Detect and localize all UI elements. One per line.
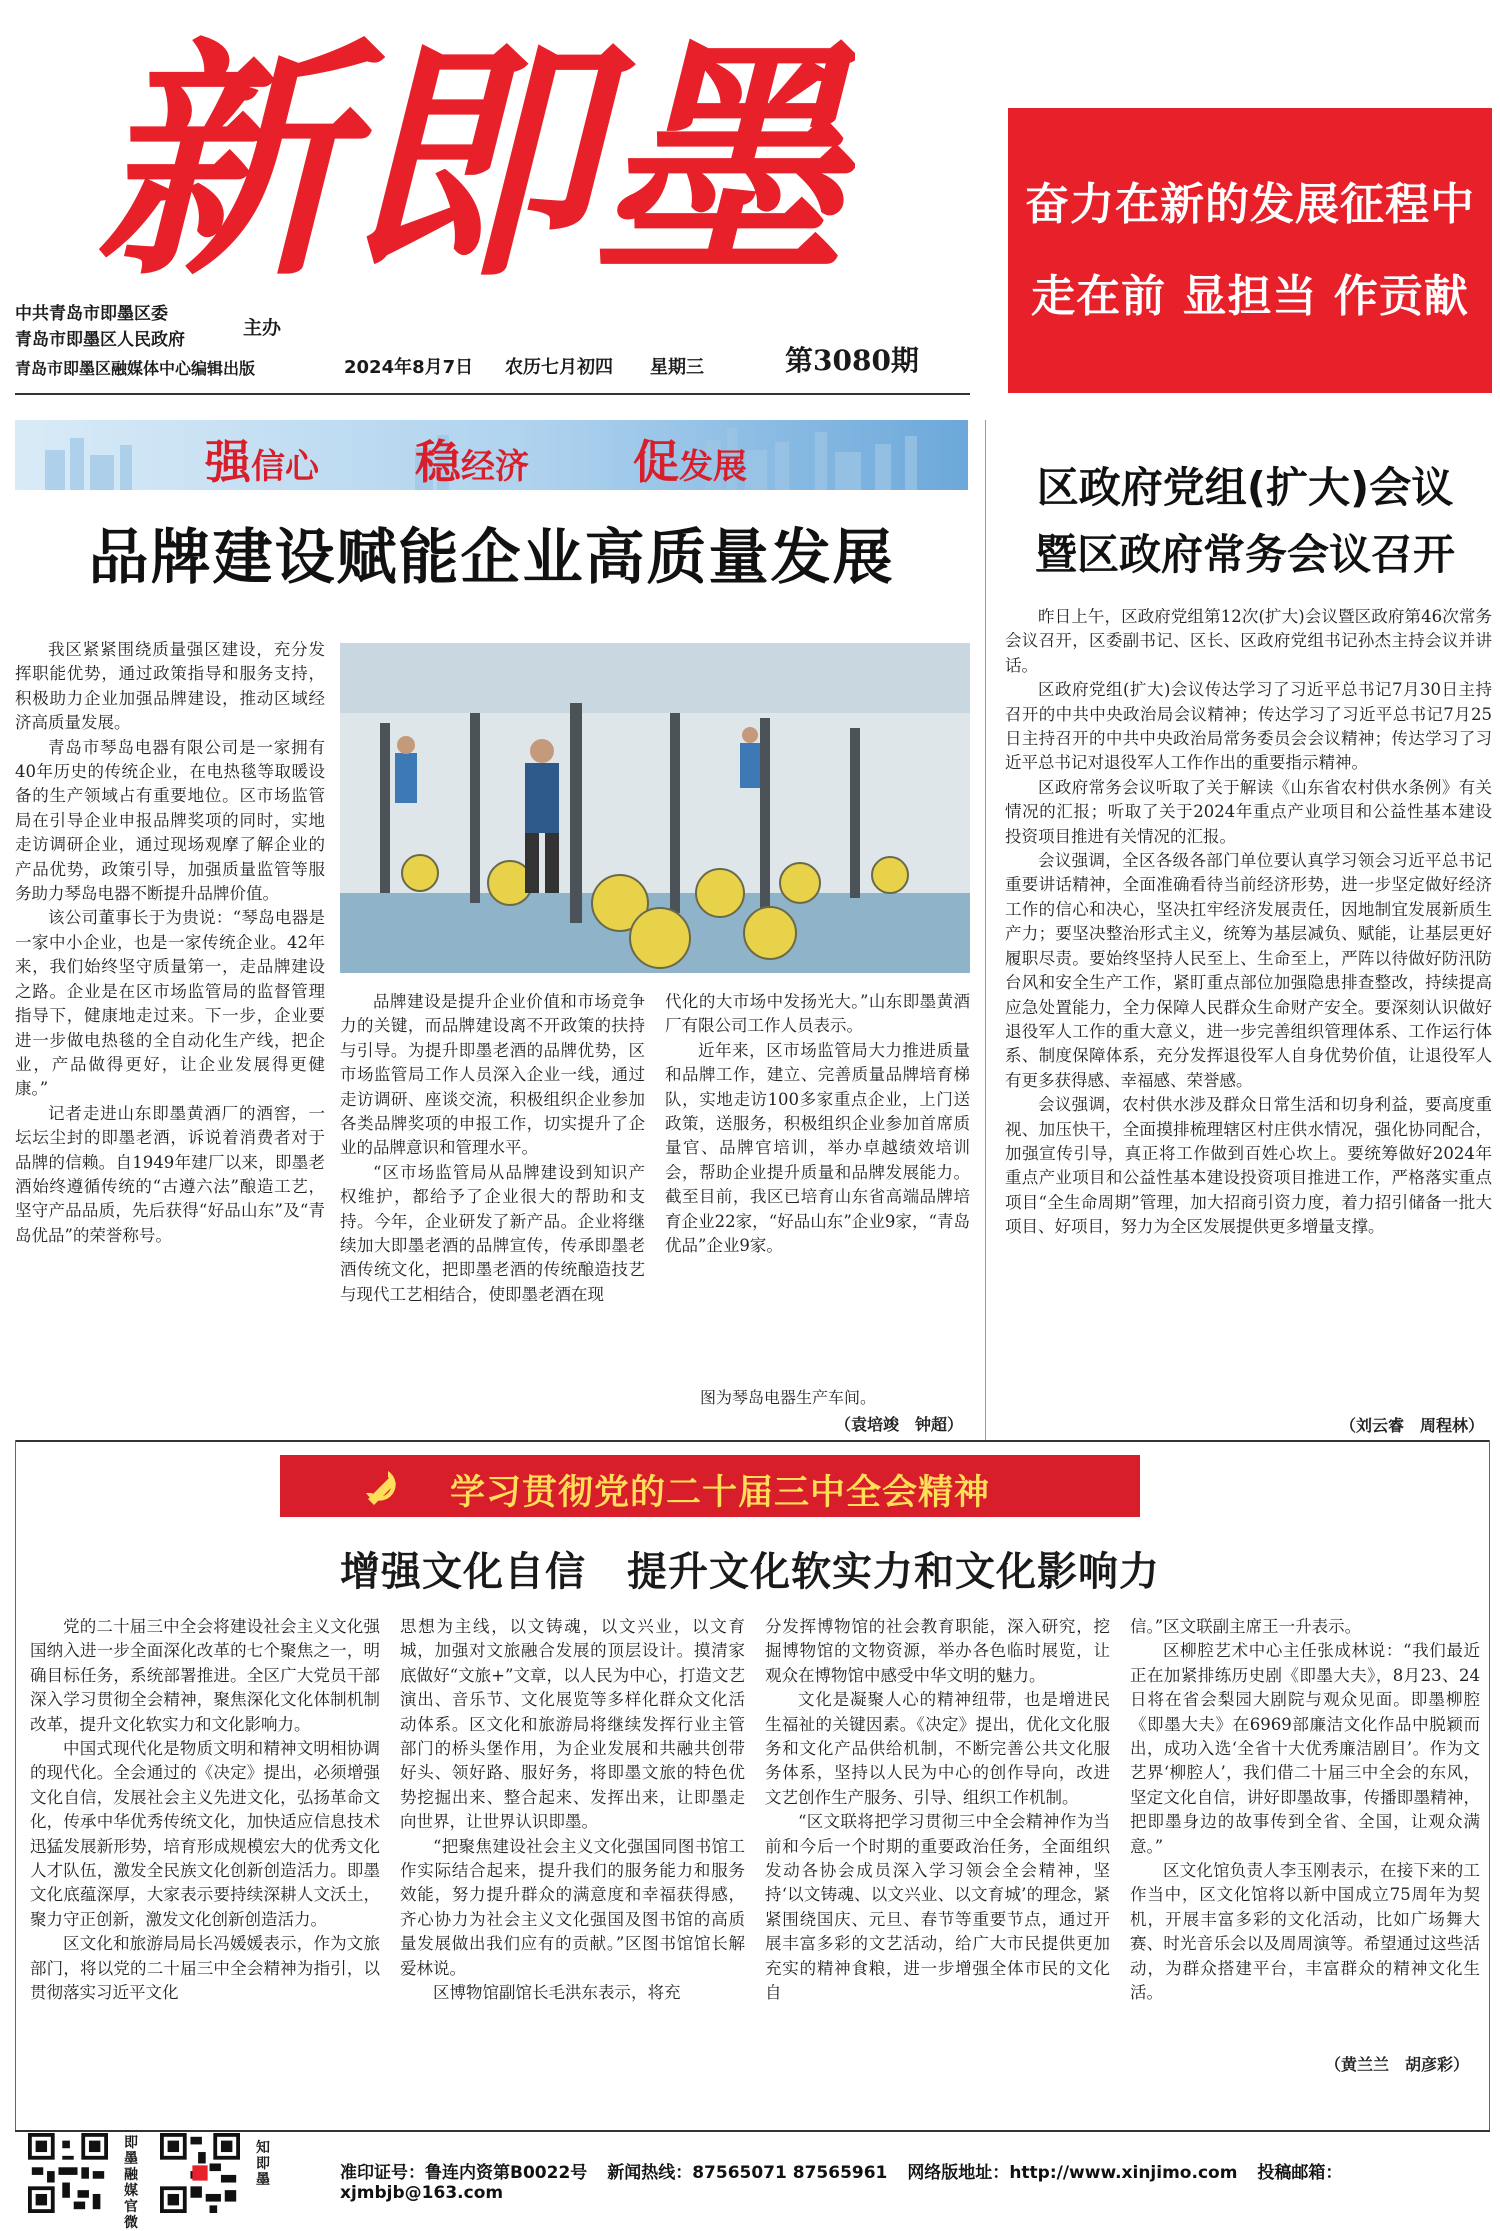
paragraph: “把聚焦建设社会主义文化强国同图书馆工作实际结合起来，提升我们的服务能力和服务效能，努力提升群众的满意度和幸福获得感，齐心协力为社会主义文化强国及图书馆的高质量发展做出我们应有的贡献。”区图书馆馆长解爱林说。 bbox=[400, 1836, 745, 1978]
paragraph: “区市场监管局从品牌建设到知识产权维护，都给予了企业很大的帮助和支持。今年，企业研发了新产品。企业将继续加大即墨老酒的品牌宣传，传承即墨老酒传统文化，把即墨老酒的传统酿造技艺与现代工艺相结合，使即墨老酒在现 bbox=[340, 1162, 645, 1304]
slogan-box bbox=[1008, 108, 1492, 393]
qr2-label: 知即墨 bbox=[256, 2140, 270, 2188]
study-column-3 bbox=[765, 1615, 1110, 2075]
paragraph: 中国式现代化是物质文明和精神文明相协调的现代化。全会通过的《决定》提出，必须增强文化自信，发展社会主义先进文化，弘扬革命文化，传承中华优秀传统文化，加快适应信息技术迅猛发展新形势，培育形成规模宏大的优秀文化人才队伍，激发全民族文化创新创造活力。即墨文化底蕴深厚，大家表示要持续深耕人文沃土，聚力守正创新，激发文化创新创造活力。 bbox=[30, 1739, 380, 1929]
right-headline-1: 区政府党组(扩大)会议 bbox=[1036, 463, 1454, 512]
weekday: 星期三 bbox=[650, 357, 704, 378]
factory-photo bbox=[340, 643, 970, 973]
lunar-date: 农历七月初四 bbox=[505, 357, 613, 378]
sponsor-2: 青岛市即墨区人民政府 bbox=[15, 330, 185, 350]
paragraph: 党的二十届三中全会将建设社会主义文化强国纳入进一步全面深化改革的七个聚焦之一，明确目标任务，系统部署推进。全区广大党员干部深入学习贯彻全会精神，聚焦深化文化体制机制改革，提升文化软实力和文化影响力。 bbox=[30, 1617, 380, 1734]
photo-caption: 图为琴岛电器生产车间。 bbox=[700, 1388, 877, 1407]
qr1-label: 即墨融媒官微 bbox=[124, 2135, 138, 2231]
paragraph: 区文化馆负责人李玉刚表示，在接下来的工作当中，区文化馆将以新中国成立75周年为契机，开展丰富多彩的文化活动，比如广场舞大赛、时光音乐会以及周周演等。希望通过这些活动，为群众搭建平台，丰富群众的精神文化生活。 bbox=[1130, 1861, 1480, 2003]
lead-column-1 bbox=[15, 638, 325, 1443]
banner-phrase-3: 促发展 bbox=[633, 435, 747, 489]
paragraph: 会议强调，全区各级各部门单位要认真学习领会习近平总书记重要讲话精神，全面准确看待当前经济形势，进一步坚定做好经济工作的信心和决心，坚决扛牢经济发展责任，因地制宜发展新质生产力；要坚决整治形式主义，统筹为基层减负、赋能，让基层更好履职尽责。要始终坚持人民至上、生命至上，严阵以待做好防汛防台风和安全生产工作，紧盯重点部位加强隐患排查整改，持续提高应急处置能力，全力保障人民群众生命财产安全。要深刻认识做好退役军人工作的重大意义，进一步完善组织管理体系、工作运行体系、制度保障体系，充分发挥退役军人自身优势价值，让退役军人有更多获得感、幸福感、荣誉感。 bbox=[1005, 851, 1492, 1090]
footer-divider bbox=[15, 2130, 1490, 2132]
paragraph: 文化是凝聚人心的精神纽带，也是增进民生福祉的关键因素。《决定》提出，优化文化服务和文化产品供给机制，不断完善公共文化服务体系，坚持以人民为中心的创作导向，改进文艺创作生产服务、引导、组织工作机制。 bbox=[765, 1690, 1110, 1807]
theme-banner bbox=[15, 420, 968, 490]
paragraph: 区博物馆副馆长毛洪东表示，将充 bbox=[433, 1983, 681, 2003]
section-border-right bbox=[1489, 1440, 1490, 2130]
issue-date: 2024年8月7日 bbox=[344, 357, 474, 378]
paragraph: 区政府常务会议听取了关于解读《山东省农村供水条例》有关情况的汇报；听取了关于2024年重点产业项目和公益性基本建设投资项目推进有关情况的汇报。 bbox=[1005, 777, 1492, 846]
paragraph: 近年来，区市场监管局大力推进质量和品牌工作，建立、完善质量品牌培育梯队，实地走访100多家重点企业，上门送政策，送服务，积极组织企业参加首席质量官、品牌官培训，举办卓越绩效培训会，帮助企业提升质量和品牌发展能力。截至目前，我区已培育山东省高端品牌培育企业22家，“好品山东”企业9家，“青岛优品”企业9家。 bbox=[665, 1040, 970, 1256]
study-column-2 bbox=[400, 1615, 745, 2075]
lead-column-2 bbox=[340, 990, 645, 1450]
paragraph: 会议强调，农村供水涉及群众日常生活和切身利益，要高度重视、加压快干，全面摸排梳理辖区村庄供水情况，强化协同配合，加强宣传引导，真正将工作做到百姓心坎上。要统筹做好2024年重点产业项目和公益性基本建设投资项目推进工作，严格落实重点项目“全生命周期”管理，加大招商引资力度，着力招引储备一批大项目、好项目，努力为全区发展提供更多增量支撑。 bbox=[1005, 1095, 1492, 1237]
banner-phrase-2: 稳经济 bbox=[415, 435, 529, 489]
paragraph: 我区紧紧围绕质量强区建设，充分发挥职能优势，通过政策指导和服务支持，积极助力企业加强品牌建设，推动区域经济高质量发展。 bbox=[15, 640, 325, 733]
paragraph: 品牌建设是提升企业价值和市场竞争力的关键，而品牌建设离不开政策的扶持与引导。为提升即墨老酒的品牌优势，区市场监管局工作人员深入企业一线，通过走访调研、座谈交流，积极组织企业参加各类品牌奖项的申报工作，切实提升了企业的品牌意识和管理水平。 bbox=[340, 992, 645, 1158]
lead-byline: （袁培竣 钟超） bbox=[835, 1415, 964, 1434]
right-byline: （刘云睿 周程林） bbox=[1340, 1416, 1485, 1435]
column-divider bbox=[985, 420, 986, 1440]
paragraph: 区文化和旅游局局长冯媛媛表示，作为文旅部门，将以党的二十届三中全会精神为指引，以贯彻落实习近平文化 bbox=[30, 1934, 380, 2003]
right-article-body bbox=[1005, 605, 1492, 1430]
lead-column-3 bbox=[665, 990, 970, 1400]
banner-phrase-1: 强信心 bbox=[205, 435, 319, 489]
permit-value: 鲁连内资第B0022号 bbox=[425, 2163, 588, 2183]
slogan-line-1: 奋力在新的发展征程中 bbox=[1025, 178, 1475, 230]
lead-headline: 品牌建设赋能企业高质量发展 bbox=[88, 523, 895, 593]
study-headline: 增强文化自信 提升文化软实力和文化影响力 bbox=[340, 1549, 1160, 1595]
paragraph: 区柳腔艺术中心主任张成林说：“我们最近正在加紧排练历史剧《即墨大夫》，8月23、24日将在省会梨园大剧院与观众见面。即墨柳腔《即墨大夫》在6969部廉洁文化作品中脱颖而出，成功入选‘全省十大优秀廉洁剧目’。作为文艺界‘柳腔人’，我们借二十届三中全会的东风，坚定文化自信，讲好即墨故事，传播即墨精神，把即墨身边的故事传到全省、全国，让观众满意。” bbox=[1130, 1641, 1480, 1856]
paragraph: 记者走进山东即墨黄酒厂的酒窖，一坛坛尘封的即墨老酒，诉说着消费者对于品牌的信赖。自1949年建厂以来，即墨老酒始终遵循传统的“古遵六法”酿造工艺，坚守产品品质，先后获得“好品山东”及“青岛优品”的荣誉称号。 bbox=[15, 1103, 325, 1245]
qr-code-icon[interactable] bbox=[160, 2133, 240, 2213]
masthead-divider bbox=[15, 393, 970, 395]
study-section-bar bbox=[280, 1455, 1140, 1517]
paragraph: 信。”区文联副主席王一升表示。 bbox=[1130, 1617, 1362, 1636]
masthead-title: 新即墨 bbox=[95, 25, 845, 295]
section-divider bbox=[15, 1440, 1490, 1442]
study-column-1 bbox=[30, 1615, 380, 2075]
paragraph: “区文联将把学习贯彻三中全会精神作为当前和今后一个时期的重要政治任务，全面组织发动各协会成员深入学习领会全会精神，坚持‘以文铸魂、以文兴业、以文育城’的理念，紧紧围绕国庆、元旦、春节等重要节点，通过开展丰富多彩的文艺活动，给广大市民提供更加充实的精神食粮，进一步增强全体市民的文化自 bbox=[765, 1812, 1110, 2003]
paragraph: 该公司董事长于为贵说：“琴岛电器是一家中小企业，也是一家传统企业。42年来，我们始终坚守质量第一，走品牌建设之路。企业是在区市场监管局的监督管理指导下，健康地走过来。下一步，企业要进一步做电热毯的全自动化生产线，把企业，产品做得更好，让企业发展得更健康。” bbox=[15, 908, 325, 1099]
email-link[interactable]: xjmbjb@163.com bbox=[340, 2183, 504, 2203]
paragraph: 分发挥博物馆的社会教育职能，深入研究，挖掘博物馆的文物资源，举办各色临时展览，让观众在博物馆中感受中华文明的魅力。 bbox=[765, 1617, 1110, 1685]
permit-label: 准印证号： bbox=[340, 2163, 425, 2183]
party-emblem-icon bbox=[360, 1465, 404, 1509]
editor-line: 青岛市即墨区融媒体中心编辑出版 bbox=[15, 359, 256, 378]
right-headline-2: 暨区政府常务会议召开 bbox=[1034, 530, 1455, 579]
slogan-line-2: 走在前 显担当 作贡献 bbox=[1031, 270, 1469, 322]
hotline-value: 87565071 87565961 bbox=[692, 2163, 888, 2183]
sponsor-1: 中共青岛市即墨区委 bbox=[15, 304, 168, 324]
study-section-title: 学习贯彻党的二十届三中全会精神 bbox=[450, 1473, 991, 1513]
study-column-4 bbox=[1130, 1615, 1480, 2050]
study-byline: （黄兰兰 胡彦彩） bbox=[1325, 2055, 1470, 2074]
web-link[interactable]: http://www.xinjimo.com bbox=[1009, 2163, 1238, 2183]
qr-code-icon[interactable] bbox=[28, 2133, 108, 2213]
host-label: 主办 bbox=[243, 317, 282, 339]
hotline-label: 新闻热线： bbox=[607, 2163, 693, 2183]
paragraph: 昨日上午，区政府党组第12次(扩大)会议暨区政府第46次常务会议召开，区委副书记、区长、区政府党组书记孙杰主持会议并讲话。 bbox=[1005, 607, 1492, 675]
paragraph: 思想为主线，以文铸魂，以文兴业，以文育城，加强对文旅融合发展的顶层设计。摸清家底做好“文旅+”文章，以人民为中心，打造文艺演出、音乐节、文化展览等多样化群众文化活动体系。区文化和旅游局将继续发挥行业主管部门的桥头堡作用，为企业发展和共融共创带好头、领好路、服好务，将即墨文旅的特色优势挖掘出来、整合起来、发挥出来，让即墨走向世界，让世界认识即墨。 bbox=[400, 1617, 745, 1832]
paragraph: 青岛市琴岛电器有限公司是一家拥有40年历史的传统企业，在电热毯等取暖设备的生产领域占有重要地位。区市场监管局在引导企业申报品牌奖项的同时，实地走访调研企业，通过现场观摩了解企业的产品优势，政策引导，加强质量监管等服务助力琴岛电器不断提升品牌价值。 bbox=[15, 737, 325, 904]
footer-info bbox=[340, 2158, 1490, 2203]
web-label: 网络版地址： bbox=[907, 2163, 1010, 2183]
section-border-left bbox=[15, 1440, 16, 2130]
paragraph: 代化的大市场中发扬光大。”山东即墨黄酒厂有限公司工作人员表示。 bbox=[665, 992, 970, 1036]
email-label: 投稿邮箱： bbox=[1257, 2163, 1343, 2183]
paragraph: 区政府党组(扩大)会议传达学习了习近平总书记7月30日主持召开的中共中央政治局会议精神；传达学习了习近平总书记7月25日主持召开的中共中央政治局常务委员会会议精神；传达学习了习近平总书记对退役军人工作作出的重要指示精神。 bbox=[1005, 680, 1492, 773]
masthead-logo bbox=[95, 25, 855, 295]
issue-number: 第3080期 bbox=[785, 344, 919, 377]
